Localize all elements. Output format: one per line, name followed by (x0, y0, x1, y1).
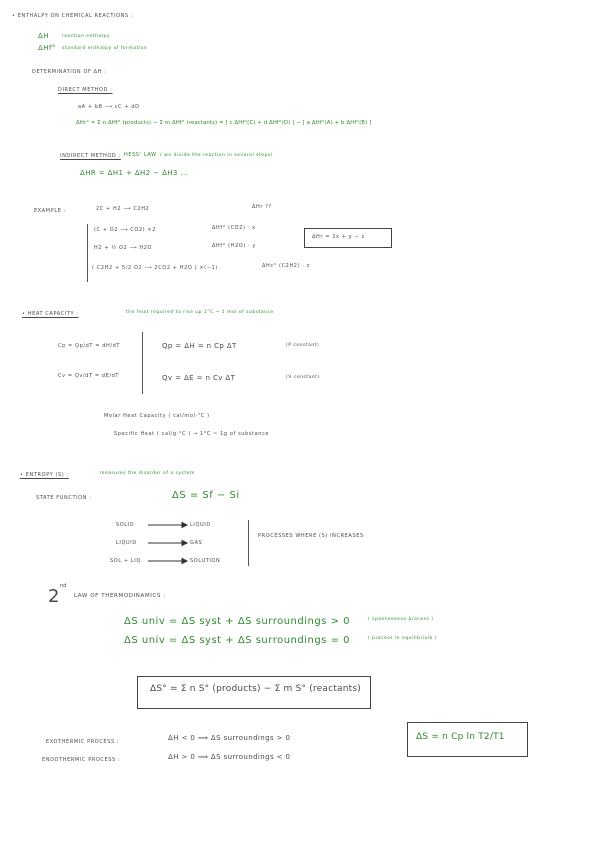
direct-formula: ΔHr° = Σ n ΔHf° (products) − Σ m ΔHf° (reactants) = [ c ΔHf°(C) + d ΔHf°(D) ] − [ a ΔHf°(A) + b ΔHf°(B) ] (76, 120, 372, 126)
state-function-label: STATE FUNCTION : (36, 495, 92, 501)
example-result: ΔHr = 2x + y − z (312, 234, 365, 240)
standard-entropy-formula: ΔS° = Σ n S° (products) − Σ m S° (reactants) (150, 684, 361, 694)
second-law-title: LAW OF THERMODINAMICS : (74, 593, 166, 599)
determination-label: DETERMINATION OF ΔH : (32, 69, 107, 75)
example-target: ΔHr ?? (252, 204, 272, 210)
def-text-dh: reaction enthalpy (62, 34, 111, 39)
process-1-to: LIQUID (190, 522, 211, 528)
qp-note: (P constant) (286, 343, 320, 348)
def-symbol-dh: ΔH (38, 32, 49, 40)
exothermic-label: EXOTHERMIC PROCESS : (46, 739, 120, 745)
process-3-to: SOLUTION (190, 558, 221, 564)
heat-capacity-label: • HEAT CAPACITY : (22, 311, 79, 317)
qv-note: (V constant) (286, 375, 320, 380)
def-text-dhf: standard enthalpy of formation (62, 46, 148, 51)
cp-formula: Cp = Qp/dT = dH/dT (58, 343, 121, 349)
process-2-from: LIQUID (116, 540, 137, 546)
process-1-from: SOLID (116, 522, 135, 528)
example-reaction: 2C + H2 ⟶ C2H2 (96, 206, 150, 212)
second-law-line-1-note: ( spontaneous process ) (368, 617, 434, 622)
qv-formula: Qv = ΔE = n Cv ΔT (162, 374, 236, 382)
entropy-heating-formula: ΔS = n Cp ln T2/T1 (416, 732, 505, 742)
example-step-2-dh: ΔHf° (H2O) · y (212, 243, 256, 249)
def-symbol-dhf: ΔHf° (38, 44, 56, 52)
specific-heat: Specific Heat ( cal/g·°C ) → 1°C ~ 1g of substance (114, 431, 270, 437)
second-law-line-1: ΔS univ = ΔS syst + ΔS surroundings > 0 (124, 616, 350, 627)
endothermic-rule: ΔH > 0 ⟹ ΔS surroundings < 0 (168, 753, 291, 761)
hess-formula: ΔHR = ΔH1 + ΔH2 − ΔH3 ... (80, 169, 189, 177)
example-step-3: ( C2H2 + 5/2 O2 ⟶ 2CO2 + H2O ) ×(−1) (92, 265, 218, 271)
exothermic-rule: ΔH < 0 ⟹ ΔS surroundings > 0 (168, 734, 291, 742)
example-label: EXAMPLE : (34, 208, 66, 214)
processes-note: PROCESSES WHERE (S) INCREASES (258, 533, 364, 539)
process-2-to: GAS (190, 540, 203, 546)
entropy-def: measures the disorder of a system (100, 471, 195, 476)
hess-law: HESS' LAW (124, 152, 157, 158)
example-step-1: (C + O2 ⟶ CO2) ×2 (94, 227, 156, 233)
endothermic-label: ENDOTHERMIC PROCESS : (42, 757, 121, 763)
state-function-formula: ΔS = Sf − Si (172, 490, 240, 501)
direct-method-label: DIRECT METHOD : (58, 87, 113, 93)
second-law-line-2-note: ( process in equilibrium ) (368, 636, 438, 641)
second-law-line-2: ΔS univ = ΔS syst + ΔS surroundings = 0 (124, 635, 350, 646)
process-3-from: SOL + LIQ (110, 558, 141, 564)
entropy-label: • ENTROPY (S) : (20, 472, 69, 478)
example-step-3-dh: ΔHc° (C2H2) · z (262, 263, 310, 269)
molar-heat: Molar Heat Capacity ( cal/mol·°C ) (104, 413, 210, 419)
qp-formula: Qp = ΔH = n Cp ΔT (162, 342, 237, 350)
hess-law-note: ( we divide the reaction in several steps) (160, 153, 273, 158)
example-step-1-dh: ΔHf° (CO2) · x (212, 225, 256, 231)
example-step-2: H2 + ½ O2 ⟶ H2O (94, 245, 153, 251)
second-law-ordinal: 2 (48, 586, 60, 607)
cv-formula: Cv = Qv/dT = dE/dT (58, 373, 120, 379)
process-brace (244, 520, 249, 566)
second-law-ordinal-sup: nd (60, 583, 67, 589)
indirect-method-label: INDIRECT METHOD : (60, 153, 121, 159)
direct-reaction: aA + bB ⟶ cC + dD (78, 104, 140, 110)
page-title: • ENTHALPY ON CHEMICAL REACTIONS : (12, 13, 134, 19)
heat-capacity-def: the heat required to rise up 1°C ~ 1 mol of substance (126, 310, 274, 315)
